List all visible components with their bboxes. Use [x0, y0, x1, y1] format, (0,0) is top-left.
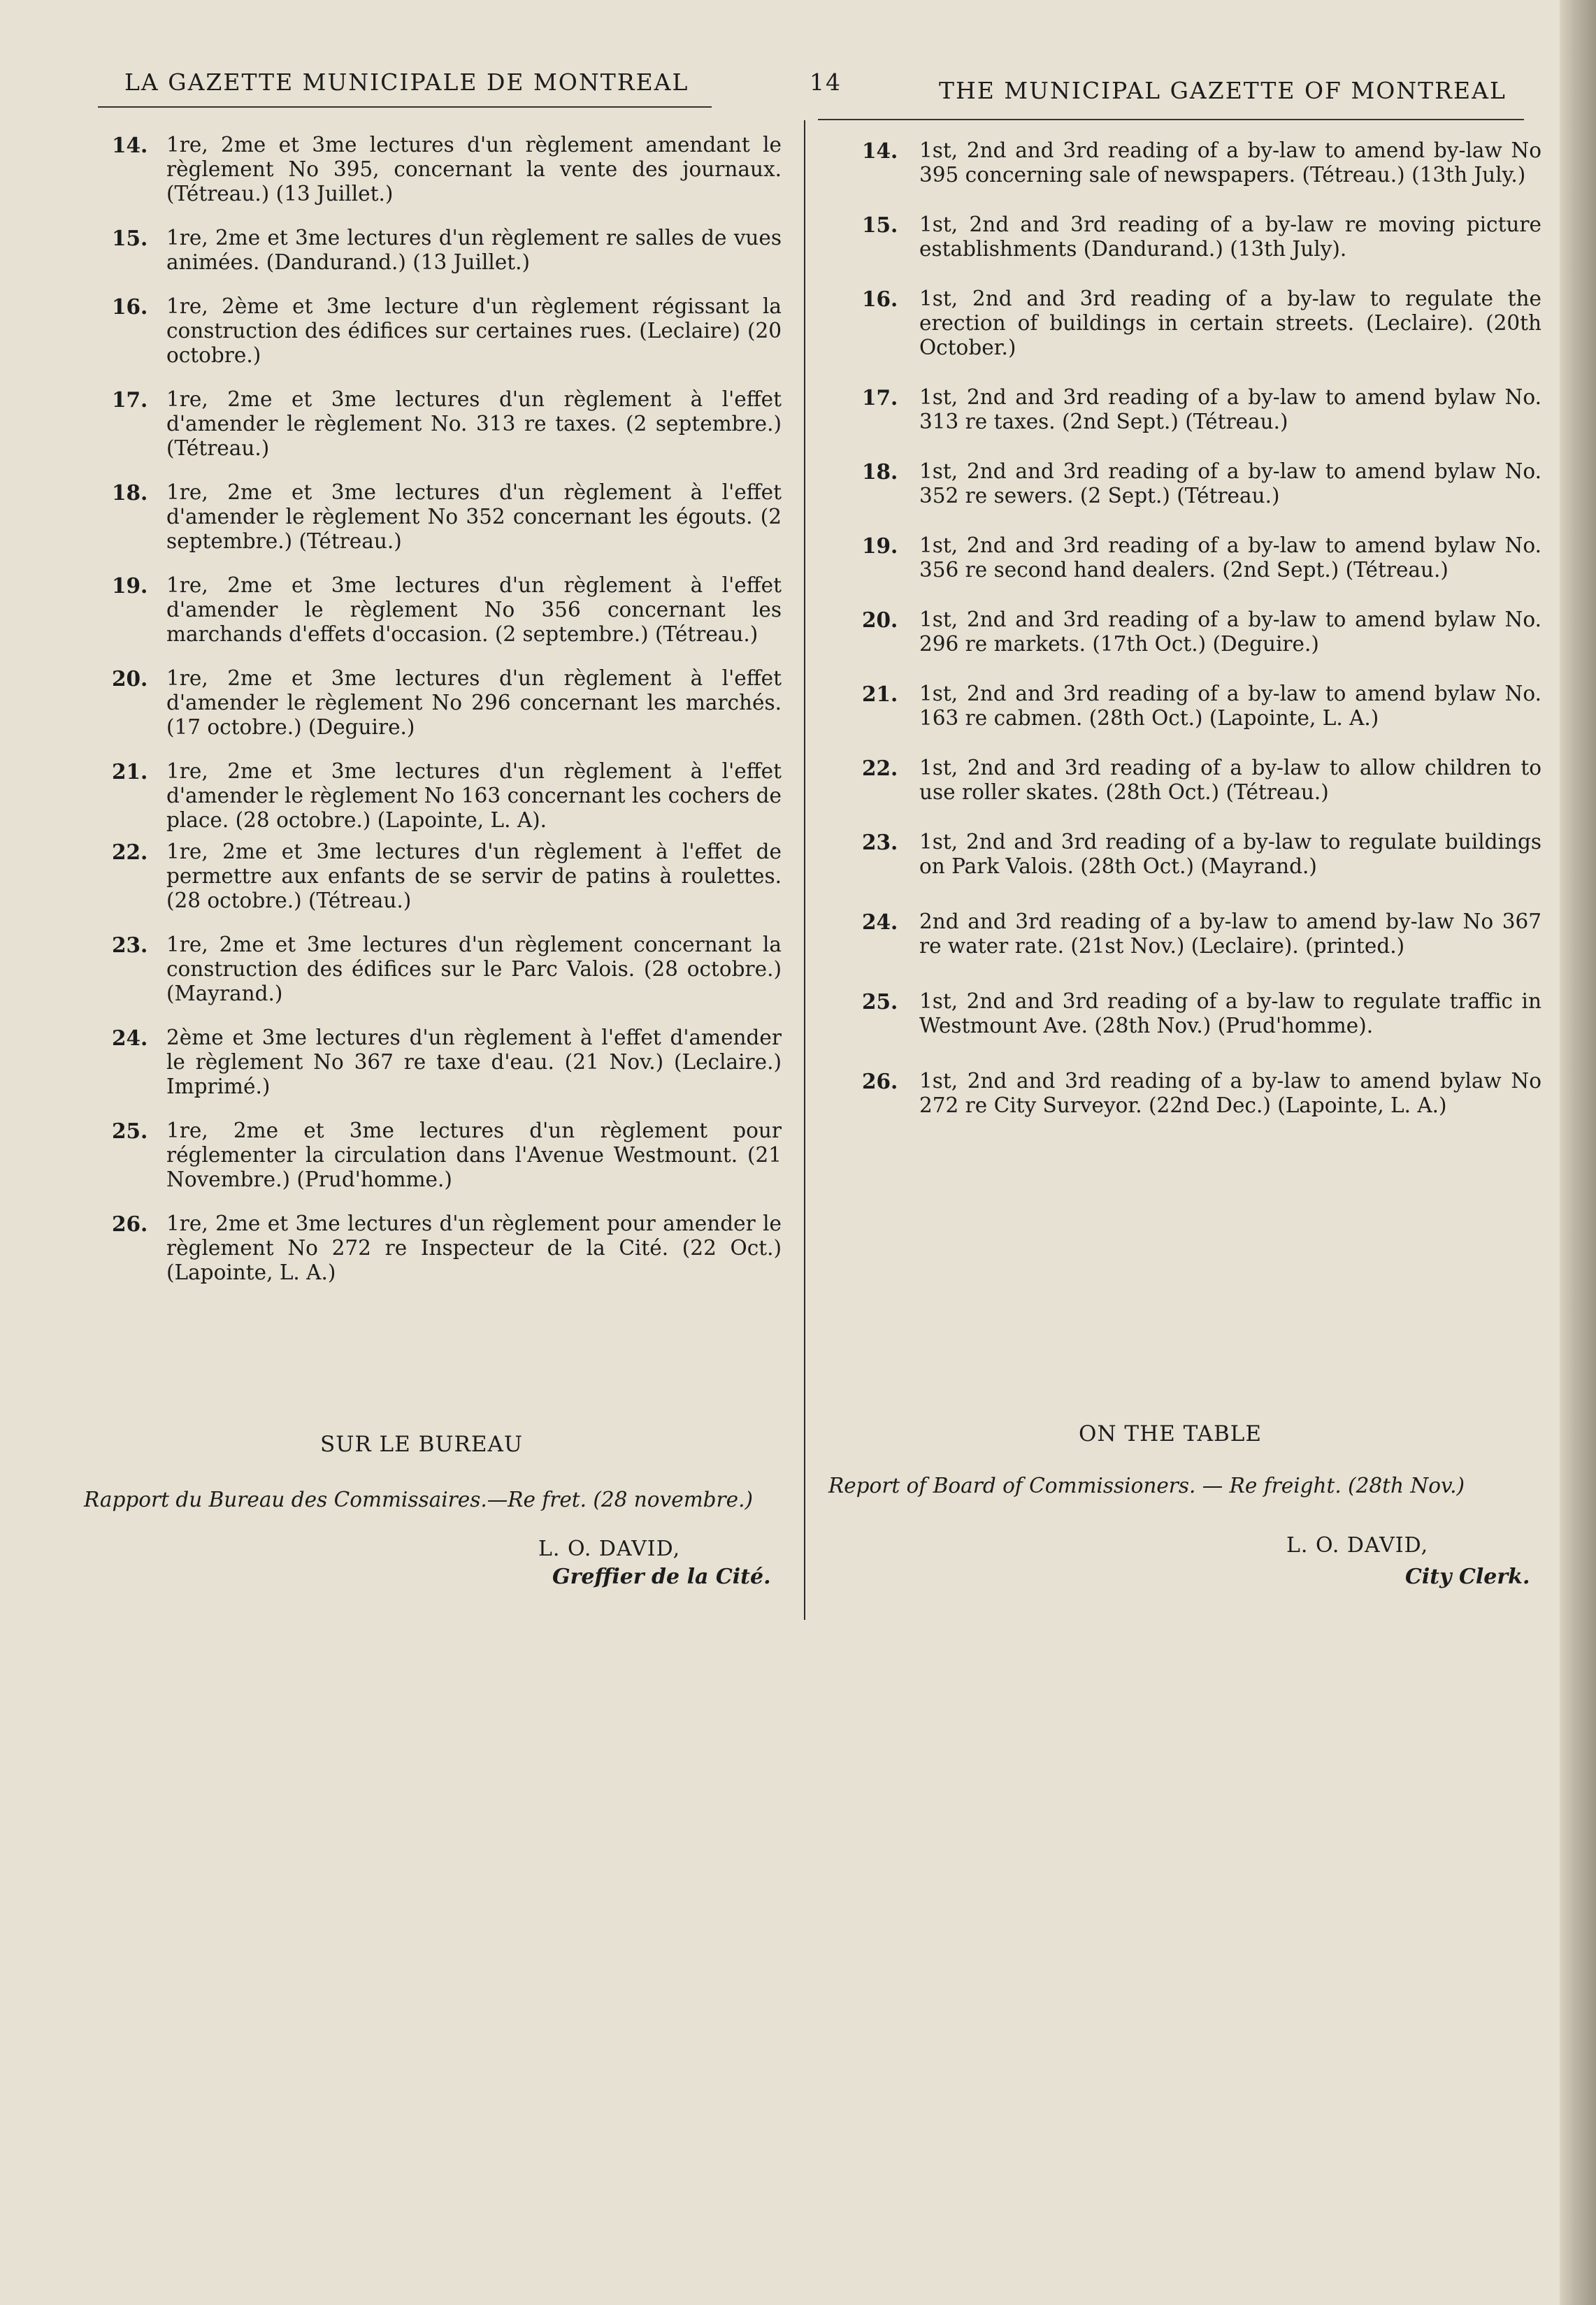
item-text: 1re, 2me et 3me lectures d'un règlement à l'effet d'amender le règlement No 356 concernant les marchands d'effets d'occasion. (2 septembre.) (Tétreau.)	[166, 573, 782, 646]
french-item	[105, 294, 797, 368]
english-item	[855, 213, 1547, 261]
item-text: 1re, 2ème et 3me lecture d'un règlement régissant la construction des édifices sur certaines rues. (Leclaire) (20 octobre.)	[166, 294, 782, 367]
item-text: 1re, 2me et 3me lectures d'un règlement pour réglementer la circulation dans l'Avenue Westmount. (21 Novembre.) (Prud'homme.)	[166, 1119, 782, 1191]
item-number: 20.	[112, 666, 148, 691]
header-french-title: LA GAZETTE MUNICIPALE DE MONTREAL	[124, 69, 689, 96]
french-item	[105, 666, 797, 740]
item-text: 1st, 2nd and 3rd reading of a by-law to amend by-law No 395 concerning sale of newspapers. (Tétreau.) (13th July.)	[919, 138, 1541, 187]
english-item	[855, 989, 1547, 1038]
french-item	[105, 387, 797, 461]
french-item	[105, 226, 797, 275]
item-text: 1st, 2nd and 3rd reading of a by-law to amend bylaw No. 163 re cabmen. (28th Oct.) (Lapointe, L. A.)	[919, 682, 1541, 730]
item-text: 1re, 2me et 3me lectures d'un règlement à l'effet de permettre aux enfants de se servir de patins à roulettes. (28 octobre.) (Tétreau.)	[166, 840, 782, 912]
page-number: 14	[810, 69, 842, 96]
item-number: 16.	[862, 287, 898, 311]
item-number: 24.	[862, 910, 898, 934]
item-text: 1re, 2me et 3me lectures d'un règlement amendant le règlement No 395, concernant la vente des journaux. (Tétreau.) (13 Juillet.)	[166, 133, 782, 206]
item-text: 1re, 2me et 3me lectures d'un règlement à l'effet d'amender le règlement No 296 concernant les marchés. (17 octobre.) (Deguire.)	[166, 666, 782, 739]
item-number: 20.	[862, 608, 898, 632]
signature-title-french: Greffier de la Cité.	[552, 1565, 771, 1589]
item-text: 1st, 2nd and 3rd reading of a by-law to amend bylaw No 272 re City Surveyor. (22nd Dec.) (Lapointe, L. A.)	[919, 1069, 1541, 1117]
french-item	[105, 840, 797, 913]
signature-title-english: City Clerk.	[1405, 1565, 1530, 1589]
item-number: 14.	[112, 133, 148, 157]
english-item	[855, 138, 1547, 187]
english-item	[855, 459, 1547, 508]
item-text: 1st, 2nd and 3rd reading of a by-law to amend bylaw No. 356 re second hand dealers. (2nd Sept.) (Tétreau.)	[919, 533, 1541, 582]
header-rule-right	[818, 119, 1524, 120]
page-edge	[1560, 0, 1596, 2305]
french-item	[105, 1119, 797, 1192]
item-text: 1st, 2nd and 3rd reading of a by-law to amend bylaw No. 313 re taxes. (2nd Sept.) (Tétreau.)	[919, 385, 1541, 433]
french-item	[105, 573, 797, 647]
column-divider	[804, 120, 805, 1620]
section-title-french: SUR LE BUREAU	[320, 1432, 524, 1457]
item-number: 22.	[112, 840, 148, 864]
section-title-english: ON THE TABLE	[1079, 1421, 1262, 1446]
item-number: 23.	[862, 830, 898, 854]
english-column	[855, 138, 1547, 1118]
item-text: 1st, 2nd and 3rd reading of a by-law to regulate buildings on Park Valois. (28th Oct.) (Mayrand.)	[919, 830, 1541, 878]
french-item	[105, 1026, 797, 1099]
item-number: 23.	[112, 933, 148, 957]
item-text: 1st, 2nd and 3rd reading of a by-law to allow children to use roller skates. (28th Oct.) (Tétreau.)	[919, 756, 1541, 804]
item-number: 18.	[112, 480, 148, 505]
header-english-title: THE MUNICIPAL GAZETTE OF MONTREAL	[939, 77, 1507, 104]
item-number: 22.	[862, 756, 898, 780]
french-item	[105, 480, 797, 554]
report-english: Report of Board of Commissioners. — Re freight. (28th Nov.)	[828, 1474, 1465, 1498]
french-item	[105, 133, 797, 206]
item-text: 2nd and 3rd reading of a by-law to amend by-law No 367 re water rate. (21st Nov.) (Leclaire). (printed.)	[919, 910, 1541, 958]
english-item	[855, 910, 1547, 958]
item-number: 16.	[112, 294, 148, 319]
header-rule-left	[98, 106, 712, 108]
item-number: 14.	[862, 138, 898, 163]
french-item	[105, 759, 797, 833]
item-number: 17.	[862, 385, 898, 410]
item-text: 1st, 2nd and 3rd reading of a by-law to amend bylaw No. 352 re sewers. (2 Sept.) (Tétreau.)	[919, 459, 1541, 508]
item-number: 19.	[862, 533, 898, 558]
item-text: 1st, 2nd and 3rd reading of a by-law re moving picture establishments (Dandurand.) (13th July).	[919, 213, 1541, 261]
item-number: 17.	[112, 387, 148, 412]
english-item	[855, 608, 1547, 656]
item-number: 25.	[112, 1119, 148, 1143]
item-text: 2ème et 3me lectures d'un règlement à l'effet d'amender le règlement No 367 re taxe d'eau. (21 Nov.) (Leclaire.) Imprimé.)	[166, 1026, 782, 1098]
item-number: 19.	[112, 573, 148, 598]
english-item	[855, 682, 1547, 731]
item-number: 26.	[112, 1212, 148, 1236]
item-number: 15.	[862, 213, 898, 237]
french-item	[105, 933, 797, 1006]
item-number: 21.	[112, 759, 148, 784]
item-number: 25.	[862, 989, 898, 1014]
item-number: 15.	[112, 226, 148, 250]
item-text: 1st, 2nd and 3rd reading of a by-law to regulate the erection of buildings in certain streets. (Leclaire). (20th October.)	[919, 287, 1541, 359]
item-number: 26.	[862, 1069, 898, 1093]
item-text: 1re, 2me et 3me lectures d'un règlement re salles de vues animées. (Dandurand.) (13 Juillet.)	[166, 226, 782, 274]
item-number: 21.	[862, 682, 898, 706]
item-text: 1re, 2me et 3me lectures d'un règlement à l'effet d'amender le règlement No 163 concernant les cochers de place. (28 octobre.) (Lapointe, L. A).	[166, 759, 782, 832]
english-item	[855, 287, 1547, 360]
item-text: 1re, 2me et 3me lectures d'un règlement pour amender le règlement No 272 re Inspecteur de la Cité. (22 Oct.) (Lapointe, L. A.)	[166, 1212, 782, 1284]
english-item	[855, 1069, 1547, 1118]
english-item	[855, 756, 1547, 805]
item-text: 1st, 2nd and 3rd reading of a by-law to regulate traffic in Westmount Ave. (28th Nov.) (Prud'homme).	[919, 989, 1541, 1037]
item-text: 1re, 2me et 3me lectures d'un règlement à l'effet d'amender le règlement No. 313 re taxes. (2 septembre.) (Tétreau.)	[166, 387, 782, 460]
item-text: 1re, 2me et 3me lectures d'un règlement concernant la construction des édifices sur le Parc Valois. (28 octobre.) (Mayrand.)	[166, 933, 782, 1005]
signature-name-english: L. O. DAVID,	[1286, 1533, 1429, 1558]
english-item	[855, 385, 1547, 434]
item-number: 24.	[112, 1026, 148, 1050]
french-column	[105, 133, 797, 1285]
item-number: 18.	[862, 459, 898, 484]
english-item	[855, 830, 1547, 879]
report-french: Rapport du Bureau des Commissaires.—Re fret. (28 novembre.)	[84, 1488, 753, 1511]
signature-name-french: L. O. DAVID,	[538, 1537, 681, 1561]
french-item	[105, 1212, 797, 1285]
item-text: 1st, 2nd and 3rd reading of a by-law to amend bylaw No. 296 re markets. (17th Oct.) (Deguire.)	[919, 608, 1541, 656]
item-text: 1re, 2me et 3me lectures d'un règlement à l'effet d'amender le règlement No 352 concernant les égouts. (2 septembre.) (Tétreau.)	[166, 480, 782, 553]
english-item	[855, 533, 1547, 582]
